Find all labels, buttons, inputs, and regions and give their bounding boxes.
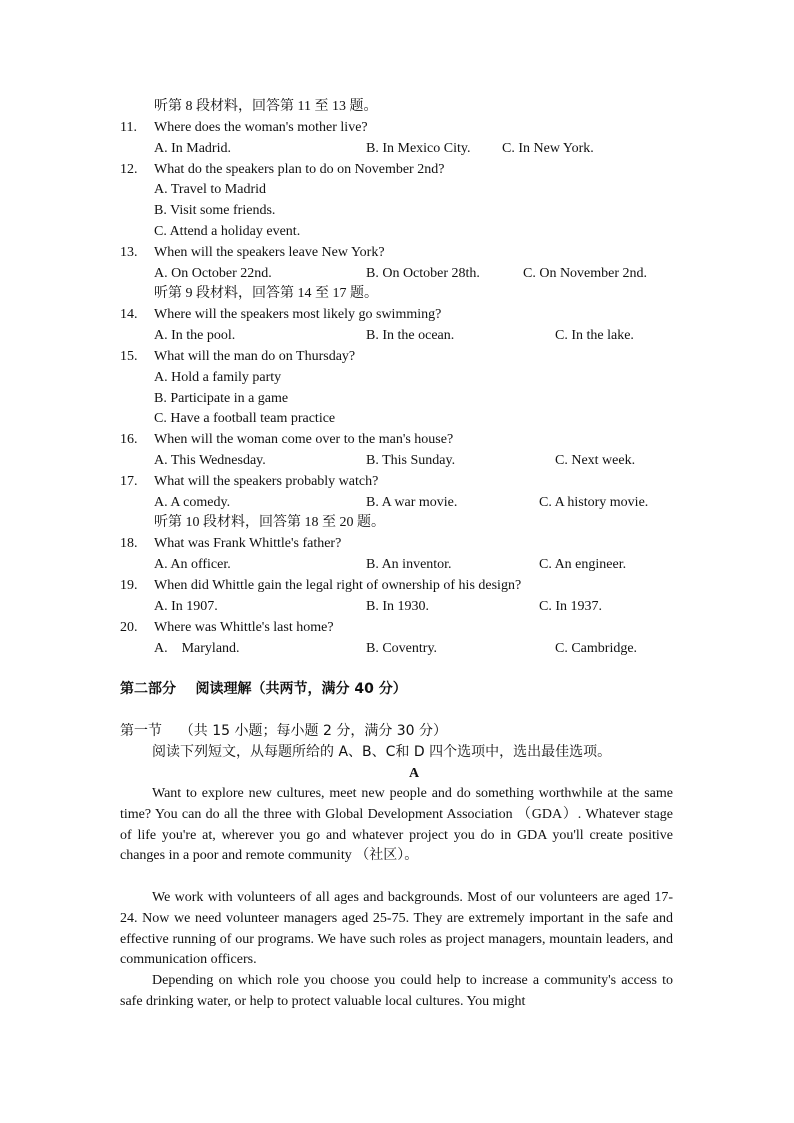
option-c: C. In New York. xyxy=(502,141,594,156)
option-c: C. An engineer. xyxy=(539,557,627,572)
option-a: A. Maryland. xyxy=(154,641,240,656)
option-c: C. In the lake. xyxy=(555,328,634,343)
option-c: C. Next week. xyxy=(555,453,636,468)
question-number: 17. xyxy=(120,474,138,489)
option-b: B. On October 28th. xyxy=(366,266,480,281)
option-b: B. A war movie. xyxy=(366,495,458,510)
question-number: 15. xyxy=(120,349,138,364)
question-number: 14. xyxy=(120,307,138,322)
question-text: Where was Whittle's last home? xyxy=(154,620,334,635)
option-a: A. In Madrid. xyxy=(154,141,231,156)
passage-paragraph-1: Want to explore new cultures, meet new people and do something worthwhile at the same time? You can do all the three with Global Development Association （GDA）. Whatever stage of life you're at, wherever you go and whatever project you do in GDA you'll create positive changes in a poor and remote community （社区）。 xyxy=(120,786,673,864)
question-number: 16. xyxy=(120,432,138,447)
option-c: C. In 1937. xyxy=(539,599,602,614)
listening-heading-8: 听第 8 段材料，回答第 11 至 13 题。 xyxy=(154,99,378,114)
option-b: B. In the ocean. xyxy=(366,328,455,343)
question-text: Where does the woman's mother live? xyxy=(154,120,368,135)
option-b: B. In Mexico City. xyxy=(366,141,471,156)
option-b: B. Participate in a game xyxy=(154,391,289,406)
option-c: C. Cambridge. xyxy=(555,641,638,656)
option-a: A. This Wednesday. xyxy=(154,453,266,468)
option-a: A. Hold a family party xyxy=(154,370,282,385)
option-c: C. Have a football team practice xyxy=(154,411,336,426)
passage-paragraph-3: Depending on which role you choose you could help to increase a community's access to safe drinking water, or help to protect valuable local cultures. You might xyxy=(120,973,673,1009)
option-c: C. A history movie. xyxy=(539,495,649,510)
option-b: B. Visit some friends. xyxy=(154,203,276,218)
question-number: 13. xyxy=(120,245,138,260)
option-a: A. Travel to Madrid xyxy=(154,182,266,197)
question-text: What was Frank Whittle's father? xyxy=(154,536,342,551)
option-a: A. An officer. xyxy=(154,557,231,572)
question-text: When will the speakers leave New York? xyxy=(154,245,385,260)
option-c: C. Attend a holiday event. xyxy=(154,224,301,239)
instruction: 阅读下列短文，从每题所给的 A、B、C和 D 四个选项中，选出最佳选项。 xyxy=(152,744,612,760)
question-number: 11. xyxy=(120,120,137,135)
option-a: A. In the pool. xyxy=(154,328,236,343)
question-text: What will the speakers probably watch? xyxy=(154,474,379,489)
question-text: Where will the speakers most likely go swimming? xyxy=(154,307,442,322)
question-text: What do the speakers plan to do on November 2nd? xyxy=(154,162,445,177)
option-b: B. An inventor. xyxy=(366,557,452,572)
question-number: 19. xyxy=(120,578,138,593)
option-b: B. This Sunday. xyxy=(366,453,456,468)
question-text: When will the woman come over to the man's house? xyxy=(154,432,454,447)
question-text: When did Whittle gain the legal right of ownership of his design? xyxy=(154,578,522,593)
option-b: B. In 1930. xyxy=(366,599,429,614)
listening-heading-10: 听第 10 段材料，回答第 18 至 20 题。 xyxy=(154,515,385,530)
question-number: 20. xyxy=(120,620,138,635)
option-a: A. In 1907. xyxy=(154,599,218,614)
part-title: 第二部分 阅读理解（共两节，满分 40 分） xyxy=(120,681,407,697)
option-a: A. A comedy. xyxy=(154,495,231,510)
listening-heading-9: 听第 9 段材料，回答第 14 至 17 题。 xyxy=(154,286,378,301)
option-c: C. On November 2nd. xyxy=(523,266,648,281)
option-b: B. Coventry. xyxy=(366,641,438,656)
question-number: 18. xyxy=(120,536,138,551)
section-title: 第一节 （共 15 小题；每小题 2 分，满分 30 分） xyxy=(120,723,448,739)
passage-paragraph-2: We work with volunteers of all ages and backgrounds. Most of our volunteers are aged 17-24. Now we need volunteer managers aged 25-75. They are extremely important in the safe and effective running of our programs. We have such roles as project managers, mountain leaders, and communication officers. xyxy=(120,890,673,968)
question-text: What will the man do on Thursday? xyxy=(154,349,356,364)
question-number: 12. xyxy=(120,162,138,177)
option-a: A. On October 22nd. xyxy=(154,266,272,281)
passage-label: A xyxy=(408,766,420,781)
